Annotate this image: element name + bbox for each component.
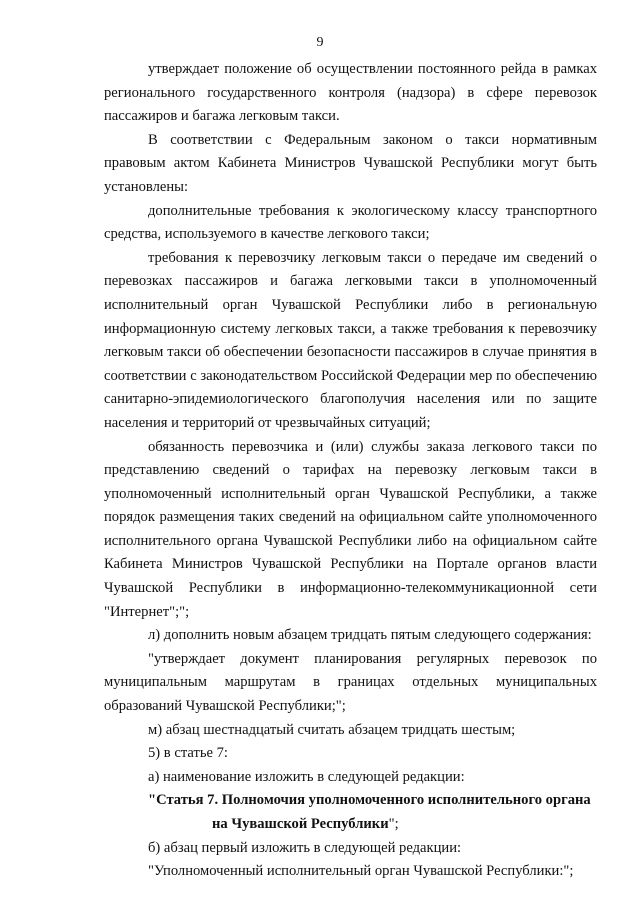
heading-line-1: Статья 7. Полномочия уполномоченного исполнительного органа	[156, 792, 591, 809]
paragraph: утверждает положение об осуществлении постоянного рейда в рамках регионального государственного контроля (надзора) в сфере перевозок пассажиров и багажа легковым такси.	[104, 61, 597, 125]
paragraph: б) абзац первый изложить в следующей редакции:	[148, 839, 462, 856]
paragraph: л) дополнить новым абзацем тридцать пятым следующего содержания:	[148, 627, 592, 644]
document-body	[104, 58, 597, 884]
article-heading	[104, 789, 597, 836]
heading-line-2: на Чувашской Республики	[212, 816, 389, 832]
paragraph: а) наименование изложить в следующей редакции:	[148, 768, 465, 785]
paragraph: 5) в статье 7:	[148, 745, 228, 762]
heading-close: ";	[388, 816, 399, 832]
page-number: 9	[316, 35, 324, 50]
paragraph: "Уполномоченный исполнительный орган Чувашской Республики:";	[148, 863, 574, 880]
paragraph: требования к перевозчику легковым такси о передаче им сведений о перевозках пассажиров и багажа легковыми такси в уполномоченный исполнительный орган Чувашской Республики либо в региональную информационную систему легковых такси, а также требования к перевозчику легковым такси об обеспечении безопасности пассажиров в случае принятия в соответствии с законодательством Российской Федерации мер по обеспечению санитарно-эпидемиологического благополучия населения или по защите населения и территорий от чрезвычайных ситуаций;	[104, 249, 597, 431]
paragraph: обязанность перевозчика и (или) службы заказа легкового такси по представлению сведений о тарифах на перевозку легковым такси в уполномоченный исполнительный орган Чувашской Республики, а также порядок размещения таких сведений на официальном сайте уполномоченного исполнительного органа Чувашской Республики либо на официальном сайте Кабинета Министров Чувашской Республики на Портале органов власти Чувашской Республики в информационно-телекоммуникационной сети "Интернет";";	[104, 438, 597, 620]
paragraph: "утверждает документ планирования регулярных перевозок по муниципальным маршрутам в границах отдельных муниципальных образований Чувашской Республики;";	[104, 650, 597, 715]
paragraph: м) абзац шестнадцатый считать абзацем тридцать шестым;	[148, 721, 516, 738]
heading-line-2-wrap	[148, 813, 597, 837]
paragraph: В соответствии с Федеральным законом о такси нормативным правовым актом Кабинета Министров Чувашской Республики могут быть установлены:	[104, 131, 597, 195]
heading-open-quote: "	[148, 792, 157, 809]
paragraph: дополнительные требования к экологическому классу транспортного средства, используемого в качестве легкового такси;	[104, 202, 597, 243]
